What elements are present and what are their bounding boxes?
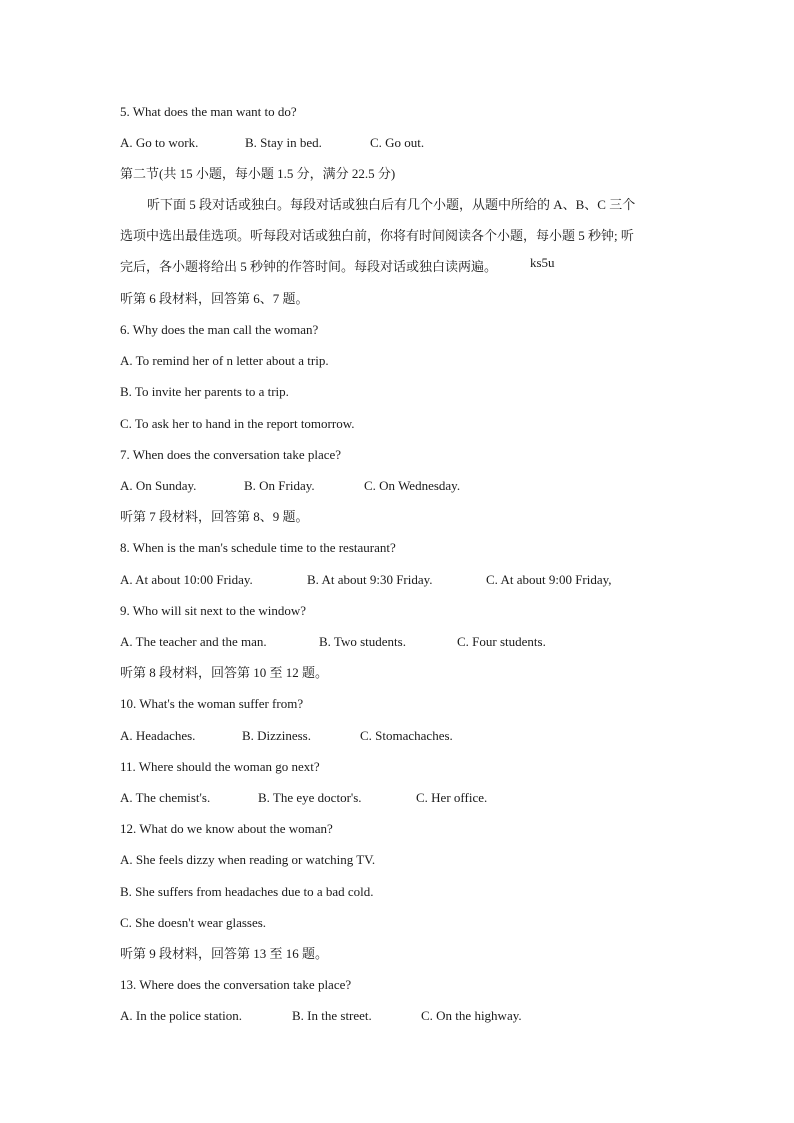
question-12-option-a: A. She feels dizzy when reading or watching TV. (120, 852, 376, 867)
option-b: B. Dizziness. (242, 728, 311, 743)
option-b: B. Stay in bed. (245, 135, 322, 150)
option-a: A. On Sunday. (120, 478, 197, 493)
question-12-option-c: C. She doesn't wear glasses. (120, 915, 267, 930)
option-b: B. The eye doctor's. (258, 790, 362, 805)
instructions-line-2: 选项中选出最佳选项。听每段对话或独白前，你将有时间阅读各个小题，每小题 5 秒钟; 听 (120, 228, 634, 243)
option-c: C. On Wednesday. (364, 478, 461, 493)
watermark-text: ks5u (530, 255, 555, 270)
option-b: B. On Friday. (244, 478, 315, 493)
option-a: A. Headaches. (120, 728, 196, 743)
material-9-heading: 听第 9 段材料，回答第 13 至 16 题。 (120, 946, 329, 961)
question-9: 9. Who will sit next to the window? (120, 603, 307, 618)
question-6-option-c: C. To ask her to hand in the report tomorrow. (120, 416, 355, 431)
option-c: C. Her office. (416, 790, 488, 805)
question-12: 12. What do we know about the woman? (120, 821, 333, 836)
question-6: 6. Why does the man call the woman? (120, 322, 319, 337)
option-c: C. Go out. (370, 135, 425, 150)
option-a: A. At about 10:00 Friday. (120, 572, 253, 587)
section-2-header: 第二节(共 15 小题，每小题 1.5 分，满分 22.5 分) (120, 166, 396, 181)
material-7-heading: 听第 7 段材料，回答第 8、9 题。 (120, 509, 309, 524)
question-6-option-a: A. To remind her of n letter about a trip. (120, 353, 329, 368)
material-6-heading: 听第 6 段材料，回答第 6、7 题。 (120, 291, 309, 306)
instructions-line-3: 完后，各小题将给出 5 秒钟的作答时间。每段对话或独白读两遍。 (120, 259, 498, 274)
option-a: A. In the police station. (120, 1008, 243, 1023)
question-11: 11. Where should the woman go next? (120, 759, 320, 774)
material-8-heading: 听第 8 段材料，回答第 10 至 12 题。 (120, 665, 329, 680)
question-5: 5. What does the man want to do? (120, 104, 297, 119)
option-a: A. Go to work. (120, 135, 199, 150)
question-8: 8. When is the man's schedule time to the restaurant? (120, 540, 396, 555)
option-c: C. Stomachaches. (360, 728, 453, 743)
option-b: B. At about 9:30 Friday. (307, 572, 433, 587)
option-b: B. In the street. (292, 1008, 372, 1023)
option-c: C. On the highway. (421, 1008, 522, 1023)
question-13: 13. Where does the conversation take place? (120, 977, 352, 992)
question-7: 7. When does the conversation take place? (120, 447, 342, 462)
question-12-option-b: B. She suffers from headaches due to a bad cold. (120, 884, 374, 899)
instructions-line-1: 听下面 5 段对话或独白。每段对话或独白后有几个小题，从题中所给的 A、B、C 三个 (147, 197, 636, 212)
question-10: 10. What's the woman suffer from? (120, 696, 304, 711)
option-a: A. The teacher and the man. (120, 634, 267, 649)
question-6-option-b: B. To invite her parents to a trip. (120, 384, 289, 399)
option-c: C. At about 9:00 Friday, (486, 572, 612, 587)
option-a: A. The chemist's. (120, 790, 211, 805)
option-c: C. Four students. (457, 634, 546, 649)
option-b: B. Two students. (319, 634, 406, 649)
